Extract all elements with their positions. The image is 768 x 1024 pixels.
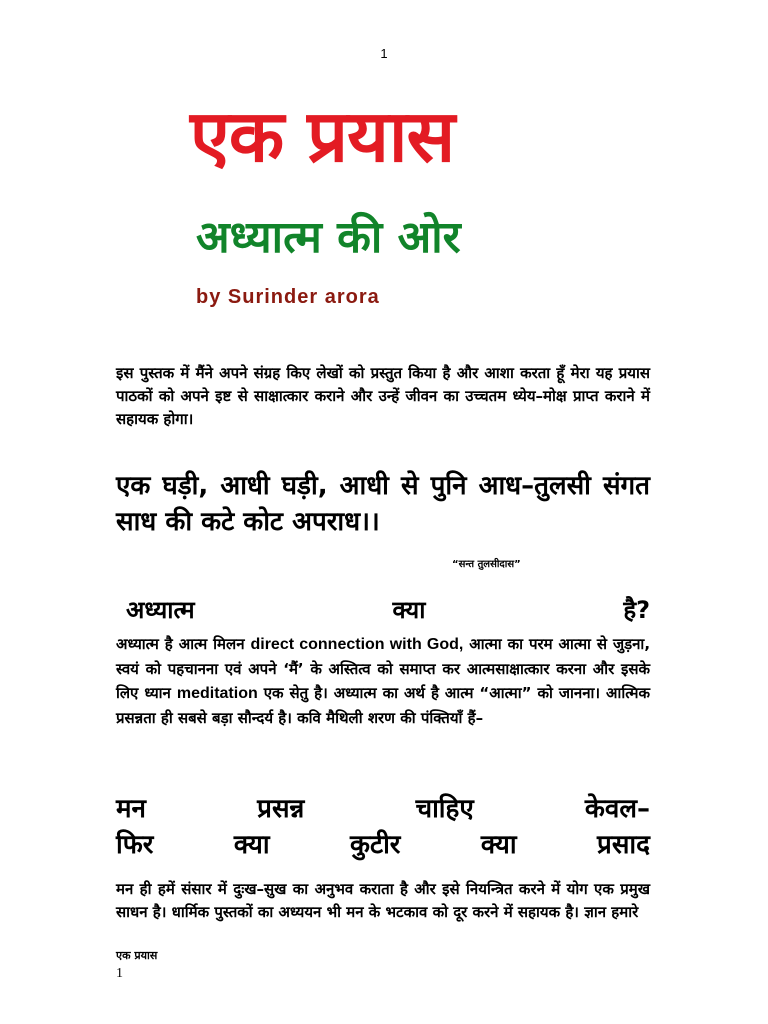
- header-page-number: 1: [380, 46, 388, 61]
- book-subtitle: अध्यात्म की ओर: [196, 212, 461, 263]
- spirituality-paragraph: [116, 632, 650, 730]
- verse-word: मन: [116, 794, 146, 824]
- tulsi-couplet: एक घड़ी, आधी घड़ी, आधी से पुनि आध–तुलसी संगत साध की कटे कोट अपराध।।: [116, 471, 650, 537]
- paragraph-text: आत्मा का परम आत्मा से जुड़ना, स्वयं को पहचानना एवं अपने ‘मैं’ के अस्तित्व को समाप्त कर आत्मसाक्षात्कार करना और इसके लिए ध्यान: [116, 635, 651, 702]
- verse-word: क्या: [480, 830, 517, 860]
- heading-word: अध्यात्म: [126, 596, 195, 624]
- verse-word: चाहिए: [415, 794, 474, 824]
- verse-word: केवल–: [584, 794, 650, 824]
- verse-line-1: [116, 792, 650, 826]
- english-phrase: meditation: [176, 685, 258, 702]
- verse-word: प्रसाद: [597, 830, 650, 860]
- heading-word: क्या: [392, 596, 426, 624]
- verse-line-2: [116, 828, 650, 862]
- mind-paragraph: मन ही हमें संसार में दुःख–सुख का अनुभव कराता है और इसे नियन्त्रित करने में योग एक प्रमुख साधन है। धार्मिक पुस्तकों का अध्ययन भी मन के भटकाव को दूर करने में सहायक है। ज्ञान हमारे: [116, 880, 650, 921]
- book-title: एक प्रयास: [190, 94, 455, 178]
- paragraph-text: अध्यात्म है आत्म मिलन: [116, 635, 251, 653]
- verse-word: फिर: [116, 830, 154, 860]
- verse-word: कुटीर: [350, 830, 401, 860]
- couplet-source: “सन्त तुलसीदास”: [452, 559, 521, 570]
- verse-word: प्रसन्न: [257, 794, 305, 824]
- paragraph-text: एक सेतु है। अध्यात्म का अर्थ है आत्म “आत्मा” को जानना। आत्मिक प्रसन्नता ही सबसे बड़ा सौन्दर्य है। कवि मैथिली शरण की पंक्तियाँ हैं–: [116, 684, 650, 727]
- verse-word: क्या: [233, 830, 270, 860]
- intro-paragraph: इस पुस्तक में मैंने अपने संग्रह किए लेखों को प्रस्तुत किया है और आशा करता हूँ मेरा यह प्रयास पाठकों को अपने इष्ट से साक्षात्कार कराने और उन्हें जीवन का उच्चतम ध्येय–मोक्ष प्राप्त कराने में सहायक होगा।: [116, 364, 650, 428]
- section-heading: [126, 595, 650, 625]
- english-phrase: direct connection with God,: [250, 636, 464, 653]
- footer-page-number: 1: [116, 966, 123, 981]
- footer-title: एक प्रयास: [116, 949, 158, 962]
- heading-word: है?: [623, 596, 650, 624]
- author-line: by Surinder arora: [196, 286, 380, 308]
